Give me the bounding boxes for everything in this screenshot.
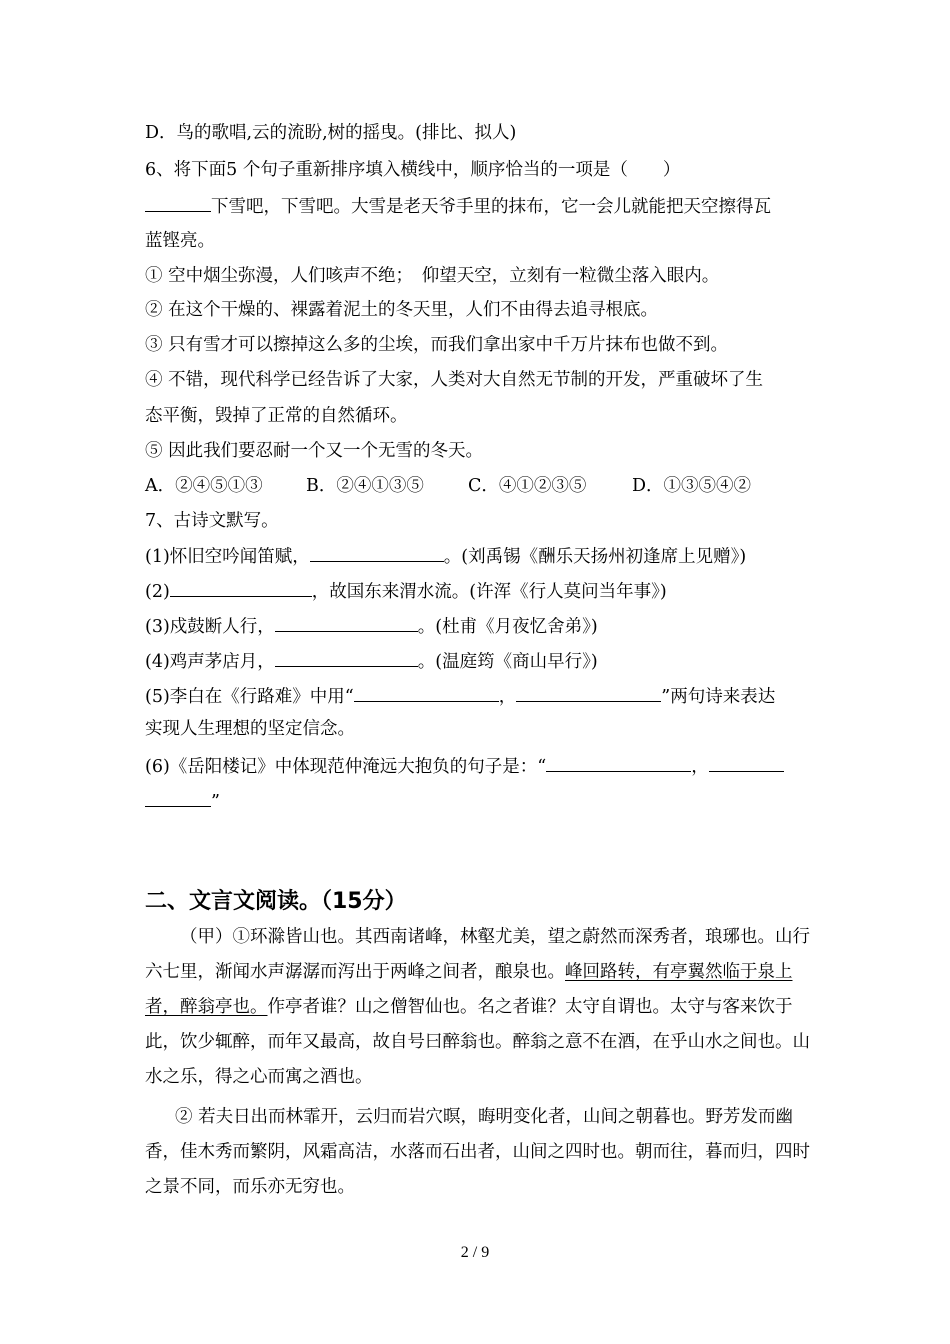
q7-item-5-tail: ”两句诗来表达 xyxy=(661,687,776,707)
q7-item-5 xyxy=(145,683,810,709)
q7-item-3-text: (3)戍鼓断人行， xyxy=(145,617,275,637)
q6-option-b[interactable]: B．②④①③⑤ xyxy=(306,476,424,496)
q7-stem: 7、古诗文默写。 xyxy=(145,511,279,531)
q6-option-a[interactable]: A．②④⑤①③ xyxy=(145,476,263,496)
q7-item-6-cont xyxy=(145,788,810,814)
q7-item-6-blank-2b[interactable] xyxy=(145,788,211,807)
q6-option-d[interactable]: D．①③⑤④② xyxy=(632,476,752,496)
q7-item-6-text: (6)《岳阳楼记》中体现范仲淹远大抱负的句子是：“ xyxy=(145,757,547,777)
q6-stem: 6、将下面5 个句子重新排序填入横线中，顺序恰当的一项是（ ） xyxy=(145,160,681,180)
q7-item-5-cont: 实现人生理想的坚定信念。 xyxy=(145,719,355,739)
q7-item-1 xyxy=(145,543,810,569)
q7-item-3-blank[interactable] xyxy=(275,613,418,632)
q6-sentence-1: ① 空中烟尘弥漫，人们咳声不绝； 仰望天空，立刻有一粒微尘落入眼内。 xyxy=(145,266,720,286)
q6-sentence-4b: 态平衡，毁掉了正常的自然循环。 xyxy=(145,406,408,426)
q7-item-6 xyxy=(145,753,810,779)
q7-item-2-blank[interactable] xyxy=(170,578,312,597)
q7-item-3-source: 。(杜甫《月夜忆舍弟》) xyxy=(417,617,598,637)
q6-sentence-4a: ④ 不错，现代科学已经告诉了大家，人类对大自然无节制的开发，严重破坏了生 xyxy=(145,370,764,390)
q7-item-1-source: 。(刘禹锡《酬乐天扬州初逢席上见赠》) xyxy=(443,547,747,567)
q7-item-3 xyxy=(145,613,810,639)
q7-item-2 xyxy=(145,578,810,604)
q6-passage-line1 xyxy=(145,193,810,219)
q7-item-6-blank-2a[interactable] xyxy=(709,753,784,772)
q7-item-1-blank[interactable] xyxy=(310,543,444,562)
q7-item-2-source: ，故国东来渭水流。(许浑《行人莫问当年事》) xyxy=(311,582,667,602)
q7-item-1-text: (1)怀旧空吟闻笛赋， xyxy=(145,547,310,567)
q7-item-6-comma: ， xyxy=(691,757,709,777)
q6-sentence-3: ③ 只有雪才可以擦掉这么多的尘埃，而我们拿出家中千万片抹布也做不到。 xyxy=(145,335,729,355)
passage-paragraph-2: ② 若夫日出而林霏开，云归而岩穴暝，晦明变化者，山间之朝暮也。野芳发而幽香，佳木秀而繁阴，风霜高洁，水落而石出者，山间之四时也。朝而往，暮而归，四时之景不同，而乐亦无穷也。 xyxy=(145,1107,810,1197)
q7-item-5-blank-1[interactable] xyxy=(354,683,499,702)
q7-item-4-source: 。(温庭筠《商山早行》) xyxy=(417,652,598,672)
q7-item-4-blank[interactable] xyxy=(275,648,418,667)
q6-answer-blank[interactable] xyxy=(145,193,211,212)
passage-p1-text-b: 作亭者谁？山之僧智仙也。名之者谁？太守自谓也。太守与客来饮于此，饮少辄醉，而年又最高，故自号曰醉翁也。醉翁之意不在酒，在乎山水之间也。山水之乐，得之心而寓之酒也。 xyxy=(145,997,810,1087)
q6-passage-line2: 蓝铿亮。 xyxy=(145,231,215,251)
section-2-title: 二、文言文阅读。（15分） xyxy=(145,889,407,914)
q5-option-d: D．鸟的歌唱,云的流盼,树的摇曳。(排比、拟人) xyxy=(145,123,517,143)
q7-item-2-text: (2) xyxy=(145,582,170,602)
q7-item-5-text: (5)李白在《行路难》中用“ xyxy=(145,687,354,707)
q7-item-6-blank-1[interactable] xyxy=(546,753,691,772)
q6-option-c[interactable]: C．④①②③⑤ xyxy=(468,476,587,496)
passage-p1-text-a: （甲）①环滁皆山也。其西南诸峰，林壑尤美，望之蔚然而深秀者，琅琊也。山行六七里，渐闻水声潺潺而泻出于两峰之间者，酿泉也。 xyxy=(145,927,810,982)
q7-item-5-comma: ， xyxy=(498,687,517,707)
passage-paragraph-1 xyxy=(145,920,810,1095)
q7-item-5-blank-2[interactable] xyxy=(516,683,661,702)
q7-item-4-text: (4)鸡声茅店月， xyxy=(145,652,275,672)
q7-item-6-close-quote: ” xyxy=(211,792,220,812)
passage-p1-underlined: 峰回路转，有亭翼然临于泉上者，醉翁亭也。 xyxy=(145,962,793,1017)
q6-sentence-5: ⑤ 因此我们要忍耐一个又一个无雪的冬天。 xyxy=(145,441,484,461)
q7-item-4 xyxy=(145,648,810,674)
q6-sentence-2: ② 在这个干燥的、裸露着泥土的冬天里，人们不由得去追寻根底。 xyxy=(145,300,659,320)
page-number: 2 / 9 xyxy=(460,1244,490,1261)
q6-passage-text1: 下雪吧，下雪吧。大雪是老天爷手里的抹布，它一会儿就能把天空擦得瓦 xyxy=(211,197,771,217)
